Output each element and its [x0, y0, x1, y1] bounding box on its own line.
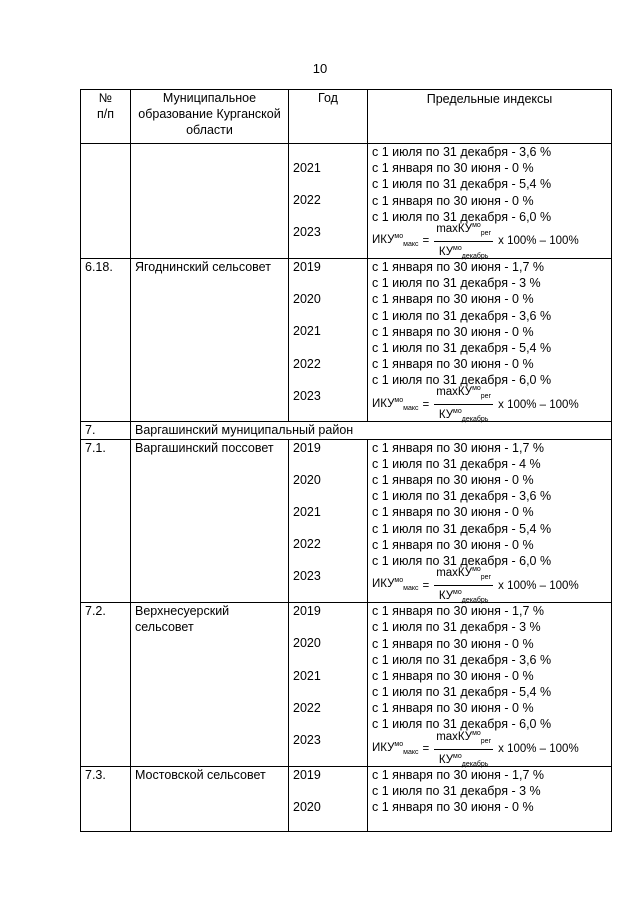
row-name: Мостовской сельсовет: [131, 766, 289, 832]
row-indices: с 1 января по 30 июня - 1,7 % с 1 июля по 31 декабря - 3 % с 1 января по 30 июня - 0 % с 1 июля по 31 декабря - 3,6 % с 1 января по 30 июня - 0 % с 1 июля по 31 декабря - 5,4 % с 1 января по 30 июня - 0 % с 1 июля по 31 декабря - 6,0 % $ИКУ^{мо}_{макс}$ = $\frac{\max КУ^{мо}_{рег}}{КУ^{мо}_{декабрь}}$ x 100% – 100%: [368, 258, 612, 422]
row-num: 6.18.: [81, 258, 131, 422]
row-indices: с 1 января по 30 июня - 1,7 % с 1 июля по 31 декабря - 4 % с 1 января по 30 июня - 0 % с 1 июля по 31 декабря - 3,6 % с 1 января по 30 июня - 0 % с 1 июля по 31 декабря - 5,4 % с 1 января по 30 июня - 0 % с 1 июля по 31 декабря - 6,0 % $ИКУ^{мо}_{макс}$ = $\frac{\max КУ^{мо}_{рег}}{КУ^{мо}_{декабрь}}$ x 100% – 100%: [368, 439, 612, 603]
row-num: [81, 144, 131, 259]
row-num: 7.1.: [81, 439, 131, 603]
row-num: 7.3.: [81, 766, 131, 832]
table-row: [81, 439, 612, 603]
formula: $ИКУ^{мо}_{макс}$ = $\frac{\max КУ^{мо}_{рег}}{КУ^{мо}_{декабрь}}$ x 100% – 100%: [372, 733, 607, 766]
indices-table: [80, 89, 612, 832]
row-years: 2019 2020: [289, 766, 368, 832]
row-years: 2019 2020 2021 2022 2023: [289, 603, 368, 767]
table-row: [81, 258, 612, 422]
row-years: 2019 2020 2021 2022 2023: [289, 258, 368, 422]
row-indices: с 1 января по 30 июня - 1,7 % с 1 июля по 31 декабря - 3 % с 1 января по 30 июня - 0 %: [368, 766, 612, 832]
table-row: [81, 766, 612, 832]
table-row: [81, 603, 612, 767]
page-number: 10: [312, 61, 328, 76]
row-num: 7.2.: [81, 603, 131, 767]
region-row: [81, 422, 612, 439]
row-indices: с 1 июля по 31 декабря - 3,6 % с 1 января по 30 июня - 0 % с 1 июля по 31 декабря - 5,4 % с 1 января по 30 июня - 0 % с 1 июля по 31 декабря - 6,0 % $ИКУ^{мо}_{макс}$ = $\frac{\max КУ^{мо}_{рег}}{КУ^{мо}_{декабрь}}$ x 100% – 100%: [368, 144, 612, 259]
table-header-row: [81, 90, 612, 144]
header-num: № п/п: [81, 90, 131, 144]
row-years: 2021 2022 2023: [289, 144, 368, 259]
region-num: 7.: [81, 422, 131, 439]
row-indices: с 1 января по 30 июня - 1,7 % с 1 июля по 31 декабря - 3 % с 1 января по 30 июня - 0 % с 1 июля по 31 декабря - 3,6 % с 1 января по 30 июня - 0 % с 1 июля по 31 декабря - 5,4 % с 1 января по 30 июня - 0 % с 1 июля по 31 декабря - 6,0 % $ИКУ^{мо}_{макс}$ = $\frac{\max КУ^{мо}_{рег}}{КУ^{мо}_{декабрь}}$ x 100% – 100%: [368, 603, 612, 767]
formula: $ИКУ^{мо}_{макс}$ = $\frac{\max КУ^{мо}_{рег}}{КУ^{мо}_{декабрь}}$ x 100% – 100%: [372, 388, 607, 421]
row-years: 2019 2020 2021 2022 2023: [289, 439, 368, 603]
header-municipality: Муниципальное образование Курганской области: [131, 90, 289, 144]
row-name: [131, 144, 289, 259]
table-row: [81, 144, 612, 259]
header-year: Год: [289, 90, 368, 144]
row-name: Ягоднинский сельсовет: [131, 258, 289, 422]
formula: $ИКУ^{мо}_{макс}$ = $\frac{\max КУ^{мо}_{рег}}{КУ^{мо}_{декабрь}}$ x 100% – 100%: [372, 225, 607, 258]
row-name: Верхнесуерский сельсовет: [131, 603, 289, 767]
formula: $ИКУ^{мо}_{макс}$ = $\frac{\max КУ^{мо}_{рег}}{КУ^{мо}_{декабрь}}$ x 100% – 100%: [372, 569, 607, 602]
header-indices: Предельные индексы: [368, 90, 612, 144]
row-name: Варгашинский поссовет: [131, 439, 289, 603]
region-name: Варгашинский муниципальный район: [131, 422, 612, 439]
